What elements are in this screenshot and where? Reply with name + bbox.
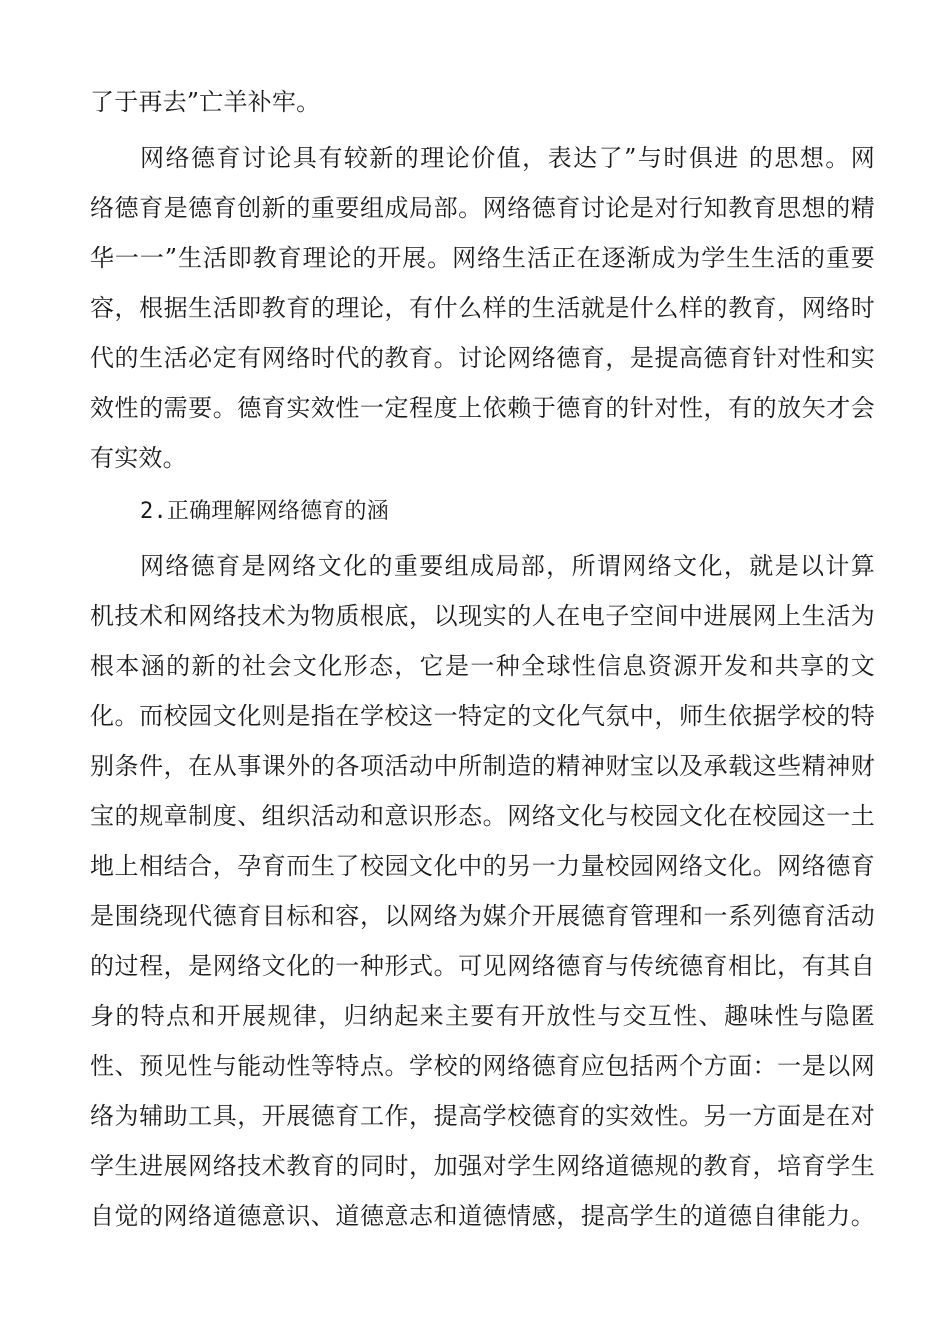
text-line: 宝的规章制度、组织活动和意识形态。网络文化与校园文化在校园这一土 (90, 802, 875, 830)
text-line: 了于再去”亡羊补牢。 (90, 88, 321, 116)
text-line: 的过程，是网络文化的一种形式。可见网络德育与传统德育相比，有其自 (90, 952, 875, 980)
text-line: 容，根据生活即教育的理论，有什么样的生活就是什么样的教育，网络时 (90, 294, 875, 322)
text-line: 代的生活必定有网络时代的教育。讨论网络德育，是提高德育针对性和实 (90, 344, 875, 372)
text-line: 学生进展网络技术教育的同时，加强对学生网络道德规的教育，培育学生 (90, 1152, 875, 1180)
text-line: 根本涵的新的社会文化形态，它是一种全球性信息资源开发和共享的文 (90, 652, 875, 680)
paragraph-first-line: 网络德育是网络文化的重要组成局部，所谓网络文化，就是以计算 (140, 552, 875, 580)
text-line: 化。而校园文化则是指在学校这一特定的文化气氛中，师生依据学校的特 (90, 702, 875, 730)
text-line: 别条件，在从事课外的各项活动中所制造的精神财宝以及承载这些精神财 (90, 752, 875, 780)
text-line: 机技术和网络技术为物质根底，以现实的人在电子空间中进展网上生活为 (90, 602, 875, 630)
text-line: 性、预见性与能动性等特点。学校的网络德育应包括两个方面：一是以网 (90, 1052, 875, 1080)
paragraph-first-line: 网络德育讨论具有较新的理论价值，表达了”与时俱进 的思想。网 (140, 144, 875, 172)
text-line: 身的特点和开展规律，归纳起来主要有开放性与交互性、趣味性与隐匿 (90, 1002, 875, 1030)
text-line: 地上相结合，孕育而生了校园文化中的另一力量校园网络文化。网络德育 (90, 852, 875, 880)
text-line: 络为辅助工具，开展德育工作，提高学校德育的实效性。另一方面是在对 (90, 1102, 875, 1130)
text-line: 有实效。 (90, 444, 187, 472)
text-line: 效性的需要。德育实效性一定程度上依赖于德育的针对性，有的放矢才会 (90, 394, 875, 422)
text-line: 华一一”生活即教育理论的开展。网络生活正在逐渐成为学生生活的重要 (90, 244, 875, 272)
text-line: 自觉的网络道德意识、道德意志和道德情感，提高学生的道德自律能力。 (90, 1202, 875, 1230)
section-heading: 2.正确理解网络德育的涵 (140, 499, 389, 524)
text-line: 络德育是德育创新的重要组成局部。网络德育讨论是对行知教育思想的精 (90, 194, 875, 222)
text-line: 是围绕现代德育目标和容，以网络为媒介开展德育管理和一系列德育活动 (90, 902, 875, 930)
